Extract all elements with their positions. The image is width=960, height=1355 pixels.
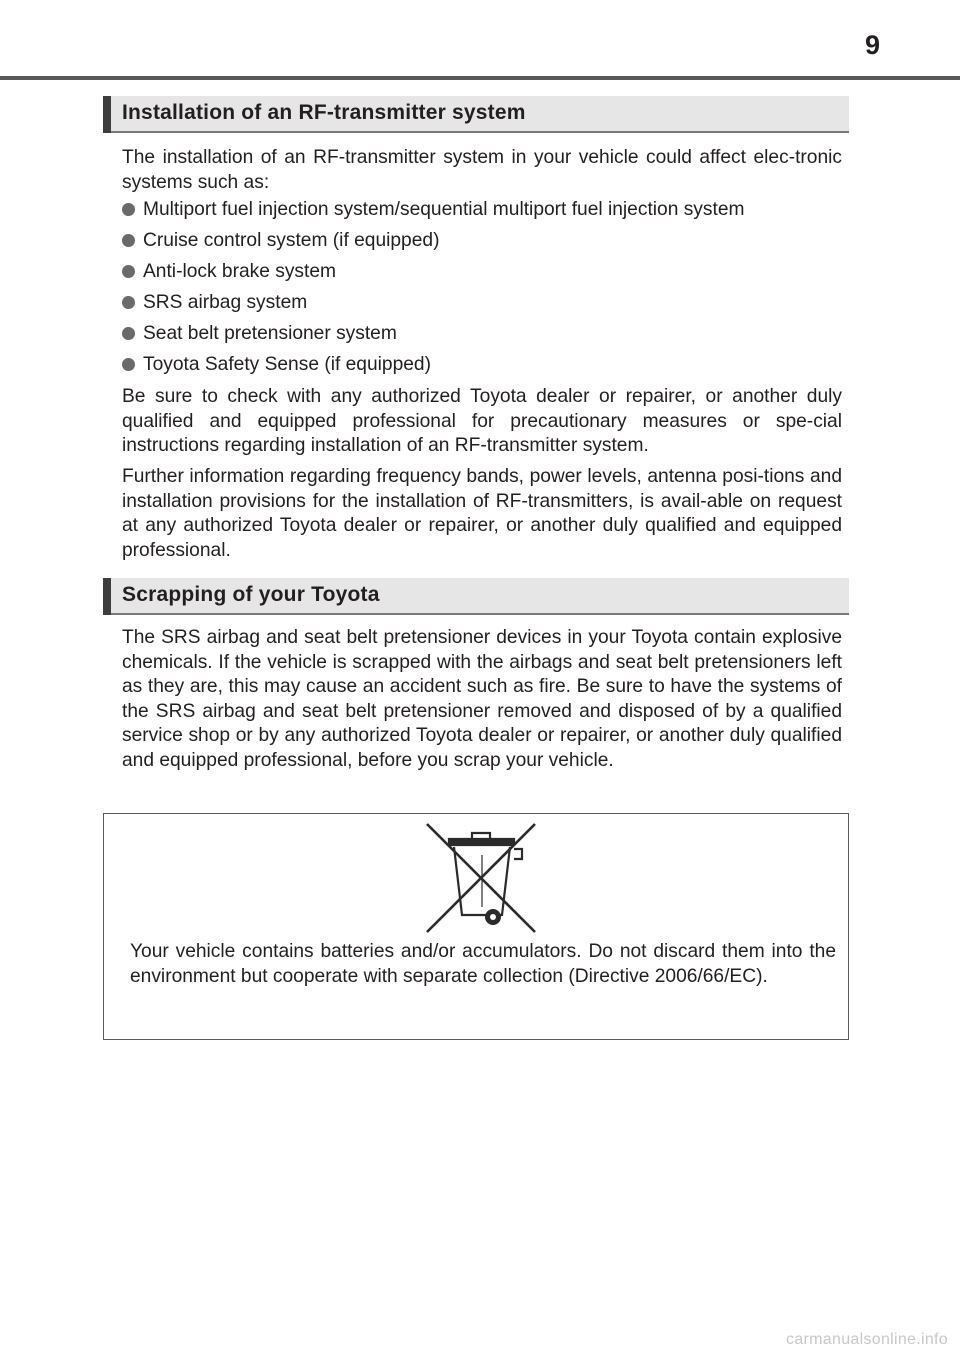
bullet-dot-icon xyxy=(122,327,135,340)
bullet-item xyxy=(122,322,842,347)
scrapping-paragraph: The SRS airbag and seat belt pretensioner devices in your Toyota contain explosive chemicals. If the vehicle is scrapped with the airbags and seat belt pretensioners left as they are, this may cause an accident such as fire. Be sure to have the systems of the SRS airbag and seat belt pretensioner removed and disposed of by a qualified service shop or by any authorized Toyota dealer or repairer, or another duly qualified and equipped professional, before you scrap your vehicle. xyxy=(122,627,842,771)
section-heading-label: Installation of an RF-transmitter system xyxy=(122,101,526,124)
bullet-item xyxy=(122,353,842,378)
bullet-item xyxy=(122,198,842,223)
section-heading-rf-transmitter xyxy=(103,96,849,133)
bullet-dot-icon xyxy=(122,234,135,247)
page-number: 9 xyxy=(864,30,880,60)
battery-notice-box xyxy=(103,813,849,1040)
header-divider xyxy=(0,76,960,80)
bullet-dot-icon xyxy=(122,265,135,278)
bullet-label: Seat belt pretensioner system xyxy=(143,323,397,344)
rf-intro-paragraph: The installation of an RF-transmitter system in your vehicle could affect elec-tronic systems such as: xyxy=(122,147,842,193)
bullet-label: Cruise control system (if equipped) xyxy=(143,230,440,251)
section-heading-label: Scrapping of your Toyota xyxy=(122,583,380,606)
bullet-label: SRS airbag system xyxy=(143,292,308,313)
bullet-label: Multiport fuel injection system/sequential multiport fuel injection system xyxy=(143,199,745,220)
crossed-out-wheelie-bin-icon xyxy=(422,819,540,937)
battery-notice-text: Your vehicle contains batteries and/or accumulators. Do not discard them into the environment but cooperate with separate collection (Directive 2006/66/EC). xyxy=(130,941,836,987)
bullet-label: Anti-lock brake system xyxy=(143,261,336,282)
bullet-dot-icon xyxy=(122,358,135,371)
bullet-item xyxy=(122,260,842,285)
bullet-item xyxy=(122,229,842,254)
bullet-item xyxy=(122,291,842,316)
rf-further-info-paragraph: Further information regarding frequency bands, power levels, antenna posi-tions and installation provisions for the installation of RF-transmitters, is avail-able on request at any authorized Toyota dealer or repairer, or another duly qualified and equipped professional. xyxy=(122,466,842,561)
bullet-dot-icon xyxy=(122,203,135,216)
rf-dealer-paragraph: Be sure to check with any authorized Toyota dealer or repairer, or another duly qualified and equipped professional for precautionary measures or spe-cial instructions regarding installation of an RF-transmitter system. xyxy=(122,386,842,456)
site-watermark: carmanualsonline.info xyxy=(786,1331,948,1348)
bullet-dot-icon xyxy=(122,296,135,309)
bullet-label: Toyota Safety Sense (if equipped) xyxy=(143,354,431,375)
section-heading-scrapping xyxy=(103,578,849,615)
